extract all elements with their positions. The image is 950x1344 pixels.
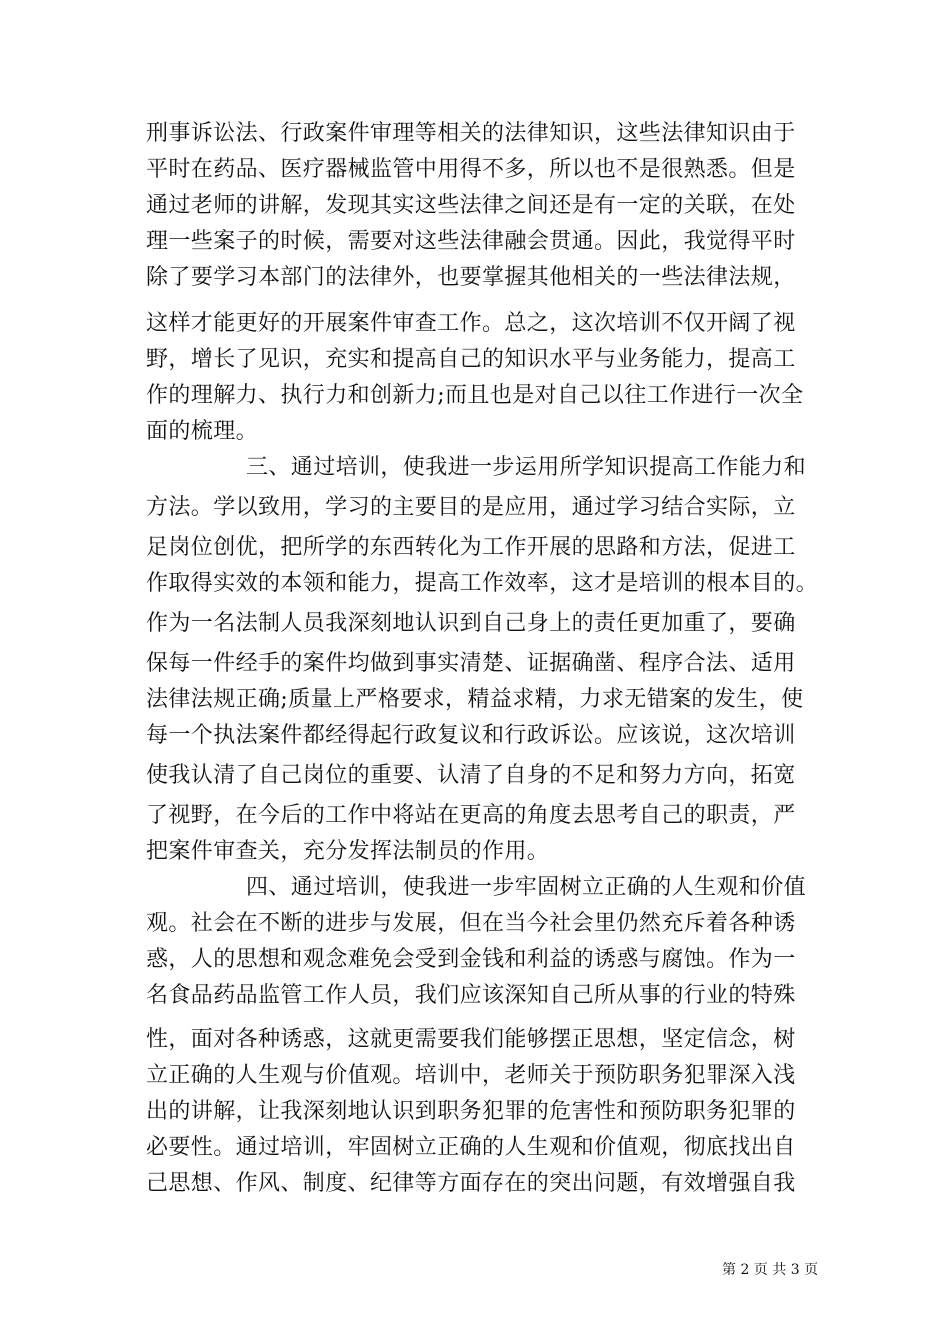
text-line-9: 面的梳理。 [146,419,259,444]
section-heading-3: 三、通过培训，使我进一步运用所学知识提高工作能力和 [246,455,807,480]
text-line-18: 使我认清了自己岗位的重要、认清了自身的不足和努力方向，拓宽 [146,763,796,788]
text-line-5: 除了要学习本部门的法律外，也要掌握其他相关的一些法律法规， [146,265,796,290]
section-heading-4: 四、通过培训，使我进一步牢固树立正确的人生观和价值 [246,875,807,900]
text-line-28: 必要性。通过培训，牢固树立正确的人生观和价值观，彻底找出自 [146,1135,796,1160]
text-line-19: 了视野，在今后的工作中将站在更高的角度去思考自己的职责，严 [146,803,796,828]
text-line-24: 名食品药品监管工作人员，我们应该深知自己所从事的行业的特殊 [146,983,796,1008]
text-line-25: 性，面对各种诱惑，这就更需要我们能够摆正思想，坚定信念，树 [146,1027,796,1052]
text-line-3: 通过老师的讲解，发现其实这些法律之间还是有一定的关联，在处 [146,193,796,218]
page-number-footer: 第 2 页 共 3 页 [722,1262,819,1278]
text-line-12: 足岗位创优，把所学的东西转化为工作开展的思路和方法，促进工 [146,535,796,560]
text-line-13: 作取得实效的本领和能力，提高工作效率，这才是培训的根本目的。 [146,571,819,596]
text-line-20: 把案件审查关，充分发挥法制员的作用。 [146,839,550,864]
text-line-7: 野，增长了见识，充实和提高自己的知识水平与业务能力，提高工 [146,347,796,372]
text-line-17: 每一个执法案件都经得起行政复议和行政诉讼。应该说，这次培训 [146,723,796,748]
text-line-29: 己思想、作风、制度、纪律等方面存在的突出问题，有效增强自我 [146,1171,796,1196]
text-line-14: 作为一名法制人员我深刻地认识到自己身上的责任更加重了，要确 [146,611,796,636]
text-line-2: 平时在药品、医疗器械监管中用得不多，所以也不是很熟悉。但是 [146,157,796,182]
text-line-27: 出的讲解，让我深刻地认识到职务犯罪的危害性和预防职务犯罪的 [146,1099,796,1124]
text-line-4: 理一些案子的时候，需要对这些法律融会贯通。因此，我觉得平时 [146,229,796,254]
text-line-11: 方法。学以致用，学习的主要目的是应用，通过学习结合实际，立 [146,495,796,520]
text-line-8: 作的理解力、执行力和创新力;而且也是对自己以往工作进行一次全 [146,383,804,408]
text-line-6: 这样才能更好的开展案件审查工作。总之，这次培训不仅开阔了视 [146,311,796,336]
text-line-15: 保每一件经手的案件均做到事实清楚、证据确凿、程序合法、适用 [146,651,796,676]
text-line-26: 立正确的人生观与价值观。培训中，老师关于预防职务犯罪深入浅 [146,1063,796,1088]
text-line-23: 惑，人的思想和观念难免会受到金钱和利益的诱惑与腐蚀。作为一 [146,947,796,972]
text-line-1: 刑事诉讼法、行政案件审理等相关的法律知识，这些法律知识由于 [146,121,796,146]
text-line-16: 法律法规正确;质量上严格要求，精益求精，力求无错案的发生，使 [146,687,804,712]
text-line-22: 观。社会在不断的进步与发展，但在当今社会里仍然充斥着各种诱 [146,911,796,936]
